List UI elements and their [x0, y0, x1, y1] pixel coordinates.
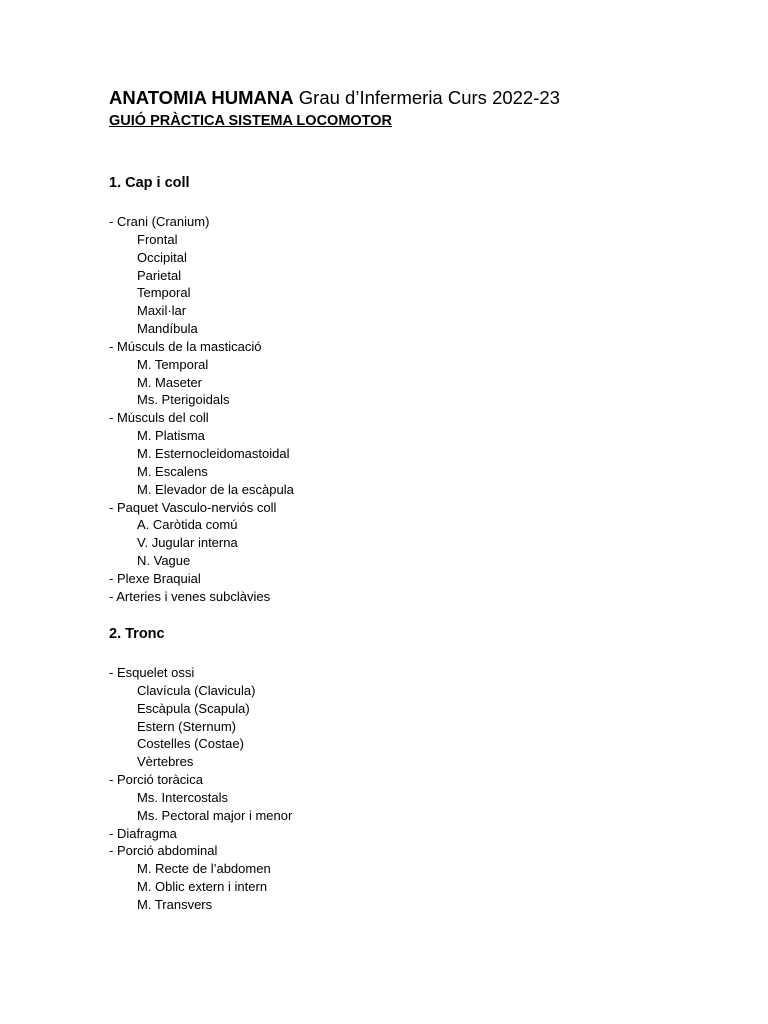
list-item: - Porció abdominal	[109, 843, 218, 859]
list-subitem: Temporal	[137, 285, 191, 301]
list-subitem: Costelles (Costae)	[137, 736, 244, 752]
section-heading-cap-i-coll: 1. Cap i coll	[109, 175, 190, 191]
list-item: - Plexe Braquial	[109, 570, 201, 586]
list-subitem: M. Recte de l’abdomen	[137, 861, 271, 877]
list-item: - Crani (Cranium)	[109, 214, 210, 229]
list-subitem: M. Platisma	[137, 428, 205, 444]
list-subitem: Clavícula (Clavicula)	[137, 682, 256, 698]
list-subitem: Occipital	[137, 249, 187, 265]
list-subitem: Vèrtebres	[137, 754, 194, 770]
list-subitem: N. Vague	[137, 553, 191, 569]
list-subitem: Ms. Pterigoidals	[137, 392, 230, 408]
document-subtitle: GUIÓ PRÀCTICA SISTEMA LOCOMOTOR	[109, 113, 393, 129]
document-title	[109, 86, 560, 110]
list-subitem: M. Temporal	[137, 356, 209, 372]
list-subitem: Ms. Pectoral major i menor	[137, 807, 293, 823]
list-subitem: M. Esternocleidomastoidal	[137, 445, 290, 461]
section-list-tronc	[109, 664, 292, 914]
title-rest-part: Grau d’Infermeria Curs 2022-23	[293, 87, 560, 108]
list-item: - Músculs de la masticació	[109, 338, 262, 354]
list-subitem: A. Caròtida comú	[137, 517, 238, 533]
list-item: - Esquelet ossi	[109, 665, 195, 680]
list-subitem: V. Jugular interna	[137, 535, 238, 551]
list-item: - Porció toràcica	[109, 772, 203, 788]
list-subitem: Escàpula (Scapula)	[137, 700, 250, 716]
list-subitem: M. Oblic extern i intern	[137, 879, 268, 895]
list-item: - Diafragma	[109, 825, 177, 841]
list-subitem: M. Elevador de la escàpula	[137, 481, 294, 497]
list-subitem: M. Maseter	[137, 374, 203, 390]
list-subitem: Mandíbula	[137, 321, 198, 337]
list-subitem: Maxil·lar	[137, 303, 187, 319]
list-subitem: Parietal	[137, 267, 182, 283]
list-item: - Arteries i venes subclàvies	[109, 588, 271, 604]
list-subitem: M. Transvers	[137, 896, 213, 912]
list-subitem: Ms. Intercostals	[137, 789, 229, 805]
list-subitem: Frontal	[137, 231, 178, 247]
section-list-cap-i-coll	[109, 213, 294, 606]
list-item: - Músculs del coll	[109, 410, 209, 426]
section-heading-tronc: 2. Tronc	[109, 626, 165, 642]
list-subitem: Estern (Sternum)	[137, 718, 236, 734]
list-item: - Paquet Vasculo-nerviós coll	[109, 499, 277, 515]
title-bold-part: ANATOMIA HUMANA	[109, 87, 294, 108]
list-subitem: M. Escalens	[137, 463, 208, 479]
